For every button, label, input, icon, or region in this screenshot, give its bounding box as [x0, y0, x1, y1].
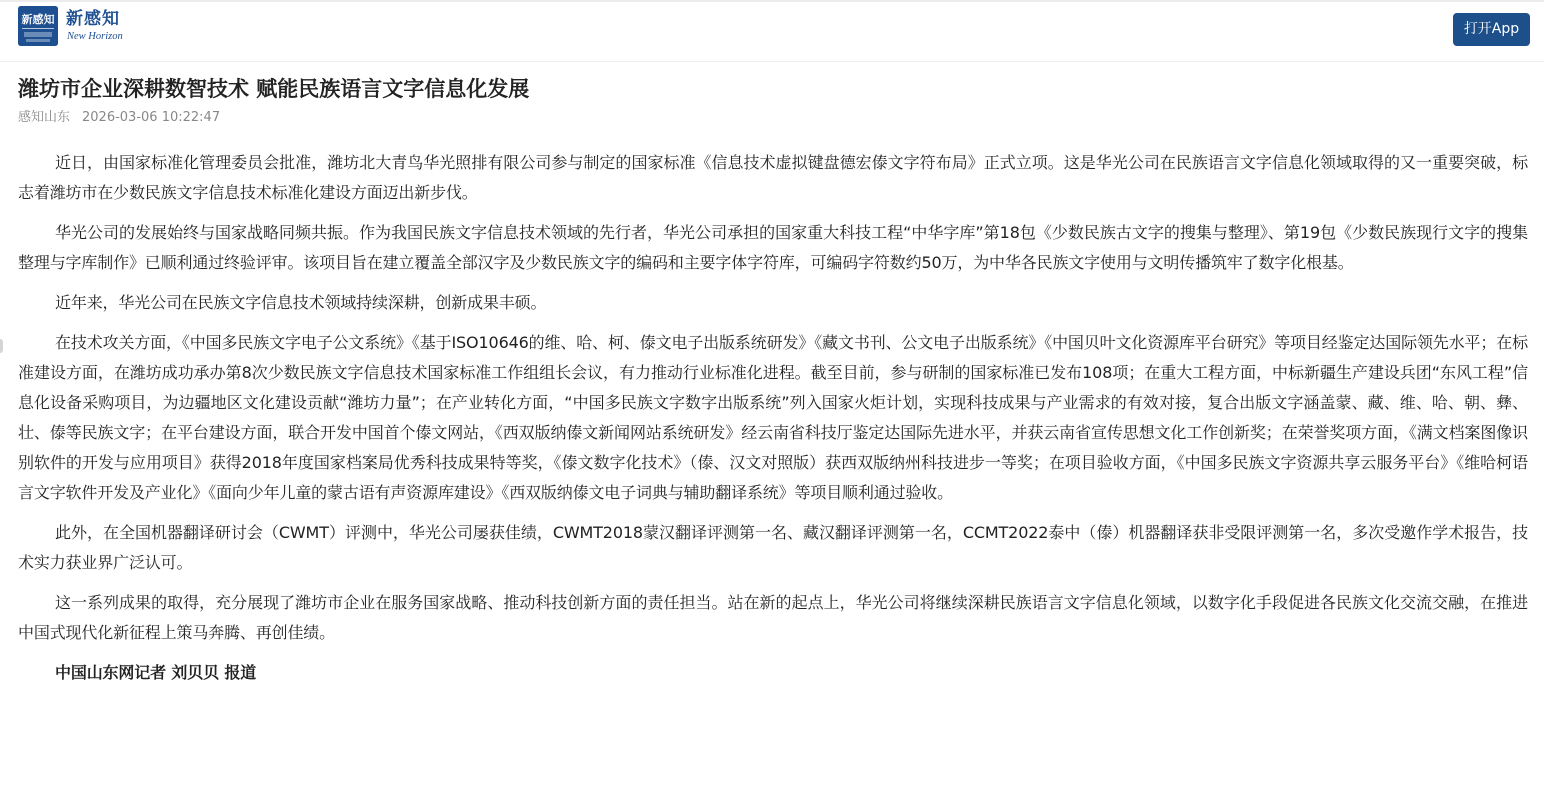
paragraph-4: 在技术攻关方面，《中国多民族文字电子公文系统》《基于ISO10646的维、哈、柯、傣文电子出版系统研发》《藏文书刊、公文电子出版系统》《中国贝叶文化资源库平台研究》等项目经鉴定达国际领先水平；在标准建设方面，在潍坊成功承办第8次少数民族文字信息技术国家标准工作组组长会议，有力推动行业标准化进程。截至目前，参与研制的国家标准已发布108项；在重大工程方面，中标新疆生产建设兵团“东风工程”信息化设备采购项目，为边疆地区文化建设贡献“潍坊力量”；在产业转化方面，“中国多民族文字数字出版系统”列入国家火炬计划，实现科技成果与产业需求的有效对接，复合出版文字涵盖蒙、藏、维、哈、朝、彝、壮、傣等民族文字；在平台建设方面，联合开发中国首个傣文网站，《西双版纳傣文新闻网站系统研发》经云南省科技厅鉴定达国际先进水平，并获云南省宣传思想文化工作创新奖；在荣誉奖项方面，《满文档案图像识别软件的开发与应用项目》获得2018年度国家档案局优秀科技成果特等奖，《傣文数字化技术》（傣、汉文对照版）获西双版纳州科技进步一等奖；在项目验收方面，《中国多民族文字资源共享云服务平台》《维哈柯语言文字软件开发及产业化》《面向少年儿童的蒙古语有声资源库建设》《西双版纳傣文电子词典与辅助翻译系统》等项目顺利通过验收。 [18, 333, 1528, 502]
scroll-edge-handle [0, 339, 3, 353]
top-bar [0, 2, 1544, 62]
article-meta [18, 109, 1528, 127]
brand-name: 新感知 [66, 9, 120, 29]
article-body [18, 148, 1528, 698]
logo-graphic [18, 6, 58, 46]
logo-text: 新感知 [21, 13, 55, 26]
article-header [18, 74, 1528, 127]
paragraph-2: 华光公司的发展始终与国家战略同频共振。作为我国民族文字信息技术领域的先行者，华光公司承担的国家重大科技工程“中华字库”第18包《少数民族古文字的搜集与整理》、第19包《少数民族现行文字的搜集整理与字库制作》已顺利通过终验评审。该项目旨在建立覆盖全部汉字及少数民族文字的编码和主要字体字符库，可编码字符数约50万，为中华各民族文字使用与文明传播筑牢了数字化根基。 [18, 223, 1528, 272]
paragraph-6: 这一系列成果的取得，充分展现了潍坊市企业在服务国家战略、推动科技创新方面的责任担当。站在新的起点上，华光公司将继续深耕民族语言文字信息化领域，以数字化手段促进各民族文化交流交融，在推进中国式现代化新征程上策马奔腾、再创佳绩。 [18, 593, 1528, 642]
brand-subtitle: New Horizon [67, 31, 123, 42]
new-horizon-logo-icon[interactable] [18, 6, 58, 46]
paragraph-5: 此外，在全国机器翻译研讨会（CWMT）评测中，华光公司屡获佳绩，CWMT2018蒙汉翻译评测第一名、藏汉翻译评测第一名，CCMT2022泰中（傣）机器翻译获非受限评测第一名，多次受邀作学术报告，技术实力获业界广泛认可。 [18, 523, 1528, 572]
article-date: 2026-03-06 10:22:47 [82, 110, 221, 125]
paragraph-1: 近日，由国家标准化管理委员会批准，潍坊北大青鸟华光照排有限公司参与制定的国家标准《信息技术虚拟键盘德宏傣文字符布局》正式立项。这是华光公司在民族语言文字信息化领域取得的又一重要突破，标志着潍坊市在少数民族文字信息技术标准化建设方面迈出新步伐。 [18, 153, 1528, 202]
reporter-signature: 中国山东网记者 刘贝贝 报道 [55, 663, 257, 682]
paragraph-3: 近年来，华光公司在民族文字信息技术领域持续深耕，创新成果丰硕。 [55, 293, 547, 312]
open-app-button[interactable]: 打开App [1453, 13, 1530, 46]
article-title: 潍坊市企业深耕数智技术 赋能民族语言文字信息化发展 [18, 77, 530, 101]
article-source[interactable]: 感知山东 [18, 110, 71, 125]
